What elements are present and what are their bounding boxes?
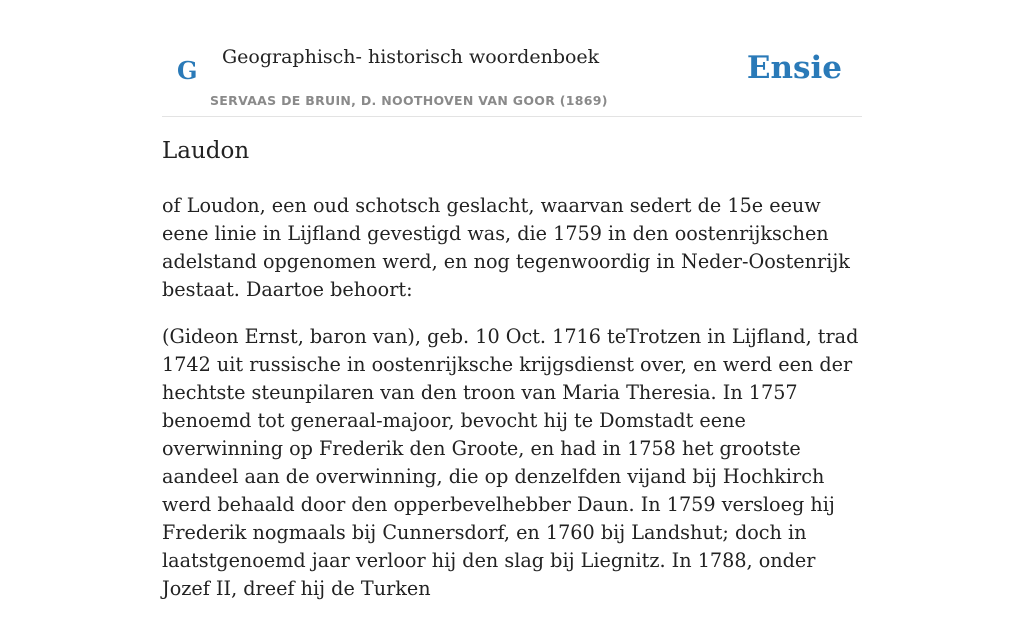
book-authors: SERVAAS DE BRUIN, D. NOOTHOVEN VAN GOOR (1869) — [210, 93, 608, 108]
book-logo-icon[interactable]: G — [177, 56, 198, 85]
entry-paragraph: of Loudon, een oud schotsch geslacht, waarvan sedert de 15e eeuw eene linie in Lijfland gevestigd was, die 1759 in den oostenrijkschen adelstand opgenomen werd, en nog tegenwoordig in Neder-Oostenrijk bestaat. Daartoe behoort: — [162, 194, 850, 301]
book-title[interactable]: Geographisch- historisch woordenboek — [222, 46, 600, 68]
entry-paragraph: (Gideon Ernst, baron van), geb. 10 Oct. 1716 teTrotzen in Lijfland, trad 1742 uit russische in oostenrijksche krijgsdienst over, en werd een der hechtste steunpilaren van den troon van Maria Theresia. In 1757 benoemd tot generaal-majoor, bevocht hij te Domstadt eene overwinning op Frederik den Groote, en had in 1758 het grootste aandeel aan de overwinning, die op denzelfden vijand bij Hochkirch werd behaald door den opperbevelhebber Daun. In 1759 versloeg hij Frederik nogmaals bij Cunnersdorf, en 1760 bij Landshut; doch in laatstgenoemd jaar verloor hij den slag bij Liegnitz. In 1788, onder Jozef II, dreef hij de Turken — [162, 325, 859, 600]
ensie-logo[interactable]: Ensie — [746, 50, 842, 86]
entry-body — [162, 192, 862, 622]
book-header — [162, 0, 862, 117]
entry-title: Laudon — [162, 138, 250, 164]
